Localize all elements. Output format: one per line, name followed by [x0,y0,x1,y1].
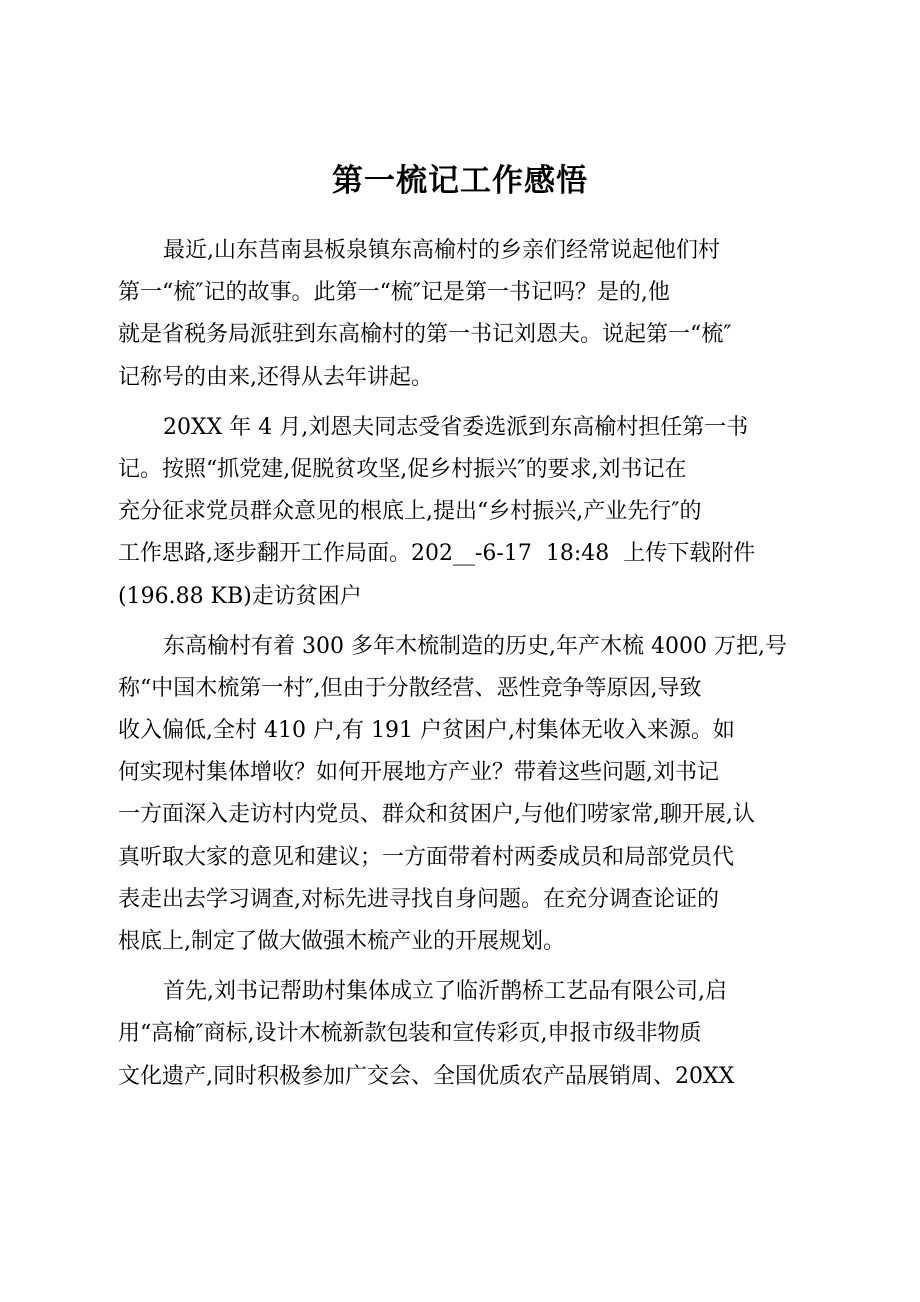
document-title: 第一梳记工作感悟 [332,163,588,199]
paragraph-line: 文化遗产,同时积极参加广交会、全国优质农产品展销周、20XX [118,1063,735,1089]
paragraph [118,407,858,618]
paragraph-line: 首先,刘书记帮助村集体成立了临沂鹊桥工艺品有限公司,启 [163,979,727,1005]
paragraph-line: 真听取大家的意见和建议；一方面带着村两委成员和局部党员代 [118,844,735,870]
paragraph-line: 工作思路,逐步翻开工作局面。202__-6-17 18:48 上传下载附件 [118,541,756,567]
paragraph-line: 第一“梳″记的故事。此第一“梳″记是第一书记吗？是的,他 [118,280,670,306]
paragraph [118,626,858,964]
paragraph [118,971,858,1098]
paragraph-line: 记。按照“抓党建,促脱贫攻坚,促乡村振兴″的要求,刘书记在 [118,456,687,482]
paragraph-line: 表走出去学习调查,对标先进寻找自身问题。在充分调查论证的 [118,886,719,912]
paragraph-line: 根底上,制定了做大做强木梳产业的开展规划。 [118,929,565,954]
paragraph-line: 东高榆村有着 300 多年木梳制造的历史,年产木梳 4000 万把,号 [163,633,787,659]
paragraph-line: 何实现村集体增收？如何开展地方产业？带着这些问题,刘书记 [118,760,719,786]
paragraph [118,230,858,399]
paragraph-line: 记称号的由来,还得从去年讲起。 [118,364,433,390]
paragraph-line: 就是省税务局派驻到东高榆村的第一书记刘恩夫。说起第一“梳″ [118,322,732,348]
document-body [118,230,858,1106]
paragraph-line: 最近,山东莒南县板泉镇东高榆村的乡亲们经常说起他们村 [163,238,720,263]
paragraph-line: 一方面深入走访村内党员、群众和贫困户,与他们唠家常,聊开展,认 [118,802,755,828]
paragraph-line: 收入偏低,全村 410 户,有 191 户贫困户,村集体无收入来源。如 [118,718,735,744]
paragraph-line: 用“高榆″商标,设计木梳新款包装和宣传彩页,申报市级非物质 [118,1021,702,1047]
paragraph-line: 20XX 年 4 月,刘恩夫同志受省委选派到东高榆村担任第一书 [163,414,749,440]
paragraph-line: 充分征求党员群众意见的根底上,提出“乡村振兴,产业先行″的 [118,499,702,525]
paragraph-line: (196.88 KB)走访贫困户 [118,583,362,609]
paragraph-line: 称“中国木梳第一村″,但由于分散经营、恶性竞争等原因,导致 [118,675,702,701]
